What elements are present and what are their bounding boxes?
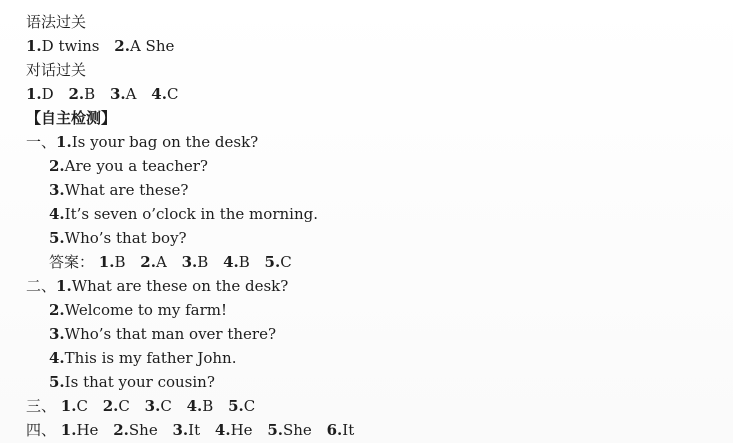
dialogue-title: 对话过关 <box>26 61 87 79</box>
dialogue-answer-2: 2.B <box>68 85 96 103</box>
part-one-answer-5: 5.C <box>264 253 292 271</box>
part-four-answers <box>26 418 364 442</box>
part-four-answer-3: 3.It <box>172 421 201 439</box>
part-two-item-5: 5.Is that your cousin? <box>49 373 215 391</box>
part-one-answer-3: 3.B <box>181 253 209 271</box>
grammar-answer-2: 2.A She <box>114 37 175 55</box>
part-one-answers <box>49 250 302 274</box>
part-one-item-1: 一、1.Is your bag on the desk? <box>26 133 259 151</box>
part-two-item-2: 2.Welcome to my farm! <box>49 301 228 319</box>
part-three-answer-1: 1.C <box>60 397 88 415</box>
part-two-item-4: 4.This is my father John. <box>49 349 237 367</box>
part-four-answer-5: 5.She <box>267 421 312 439</box>
part-one-answer-4: 4.B <box>223 253 250 271</box>
part-three-answers <box>26 394 265 418</box>
part-two-marker: 二、 <box>26 277 57 295</box>
part-one-item-5: 5.Who’s that boy? <box>49 229 187 247</box>
part-three-answer-4: 4.B <box>186 397 214 415</box>
self-test-title: 【自主检测】 <box>26 109 117 127</box>
part-one-marker: 一、 <box>26 133 57 151</box>
part-one-item-3: 3.What are these? <box>49 181 189 199</box>
part-four-answer-2: 2.She <box>113 421 158 439</box>
dialogue-answer-3: 3.A <box>109 85 137 103</box>
part-four-answer-6: 6.It <box>326 421 355 439</box>
part-three-answer-5: 5.C <box>228 397 256 415</box>
part-one-item-2: 2.Are you a teacher? <box>49 157 208 175</box>
part-two-item-1: 二、1.What are these on the desk? <box>26 277 289 295</box>
part-three-answer-3: 3.C <box>144 397 172 415</box>
part-one-answer-2: 2.A <box>140 253 167 271</box>
grammar-answers <box>26 34 184 58</box>
part-one-answer-1: 1.B <box>98 253 126 271</box>
part-one-item-4: 4.It’s seven o’clock in the morning. <box>49 205 318 223</box>
grammar-answer-1: 1.D twins <box>26 37 100 55</box>
part-two-item-3: 3.Who’s that man over there? <box>49 325 277 343</box>
part-three-answer-2: 2.C <box>102 397 130 415</box>
dialogue-answers <box>26 82 188 106</box>
answer-label: 答案： <box>49 253 95 271</box>
part-four-answer-4: 4.He <box>214 421 253 439</box>
part-four-answer-1: 1.He <box>60 421 99 439</box>
dialogue-answer-1: 1.D <box>26 85 54 103</box>
part-four-marker: 四、 <box>26 421 57 439</box>
part-three-marker: 三、 <box>26 397 57 415</box>
dialogue-answer-4: 4.C <box>151 85 179 103</box>
grammar-title: 语法过关 <box>26 13 87 31</box>
